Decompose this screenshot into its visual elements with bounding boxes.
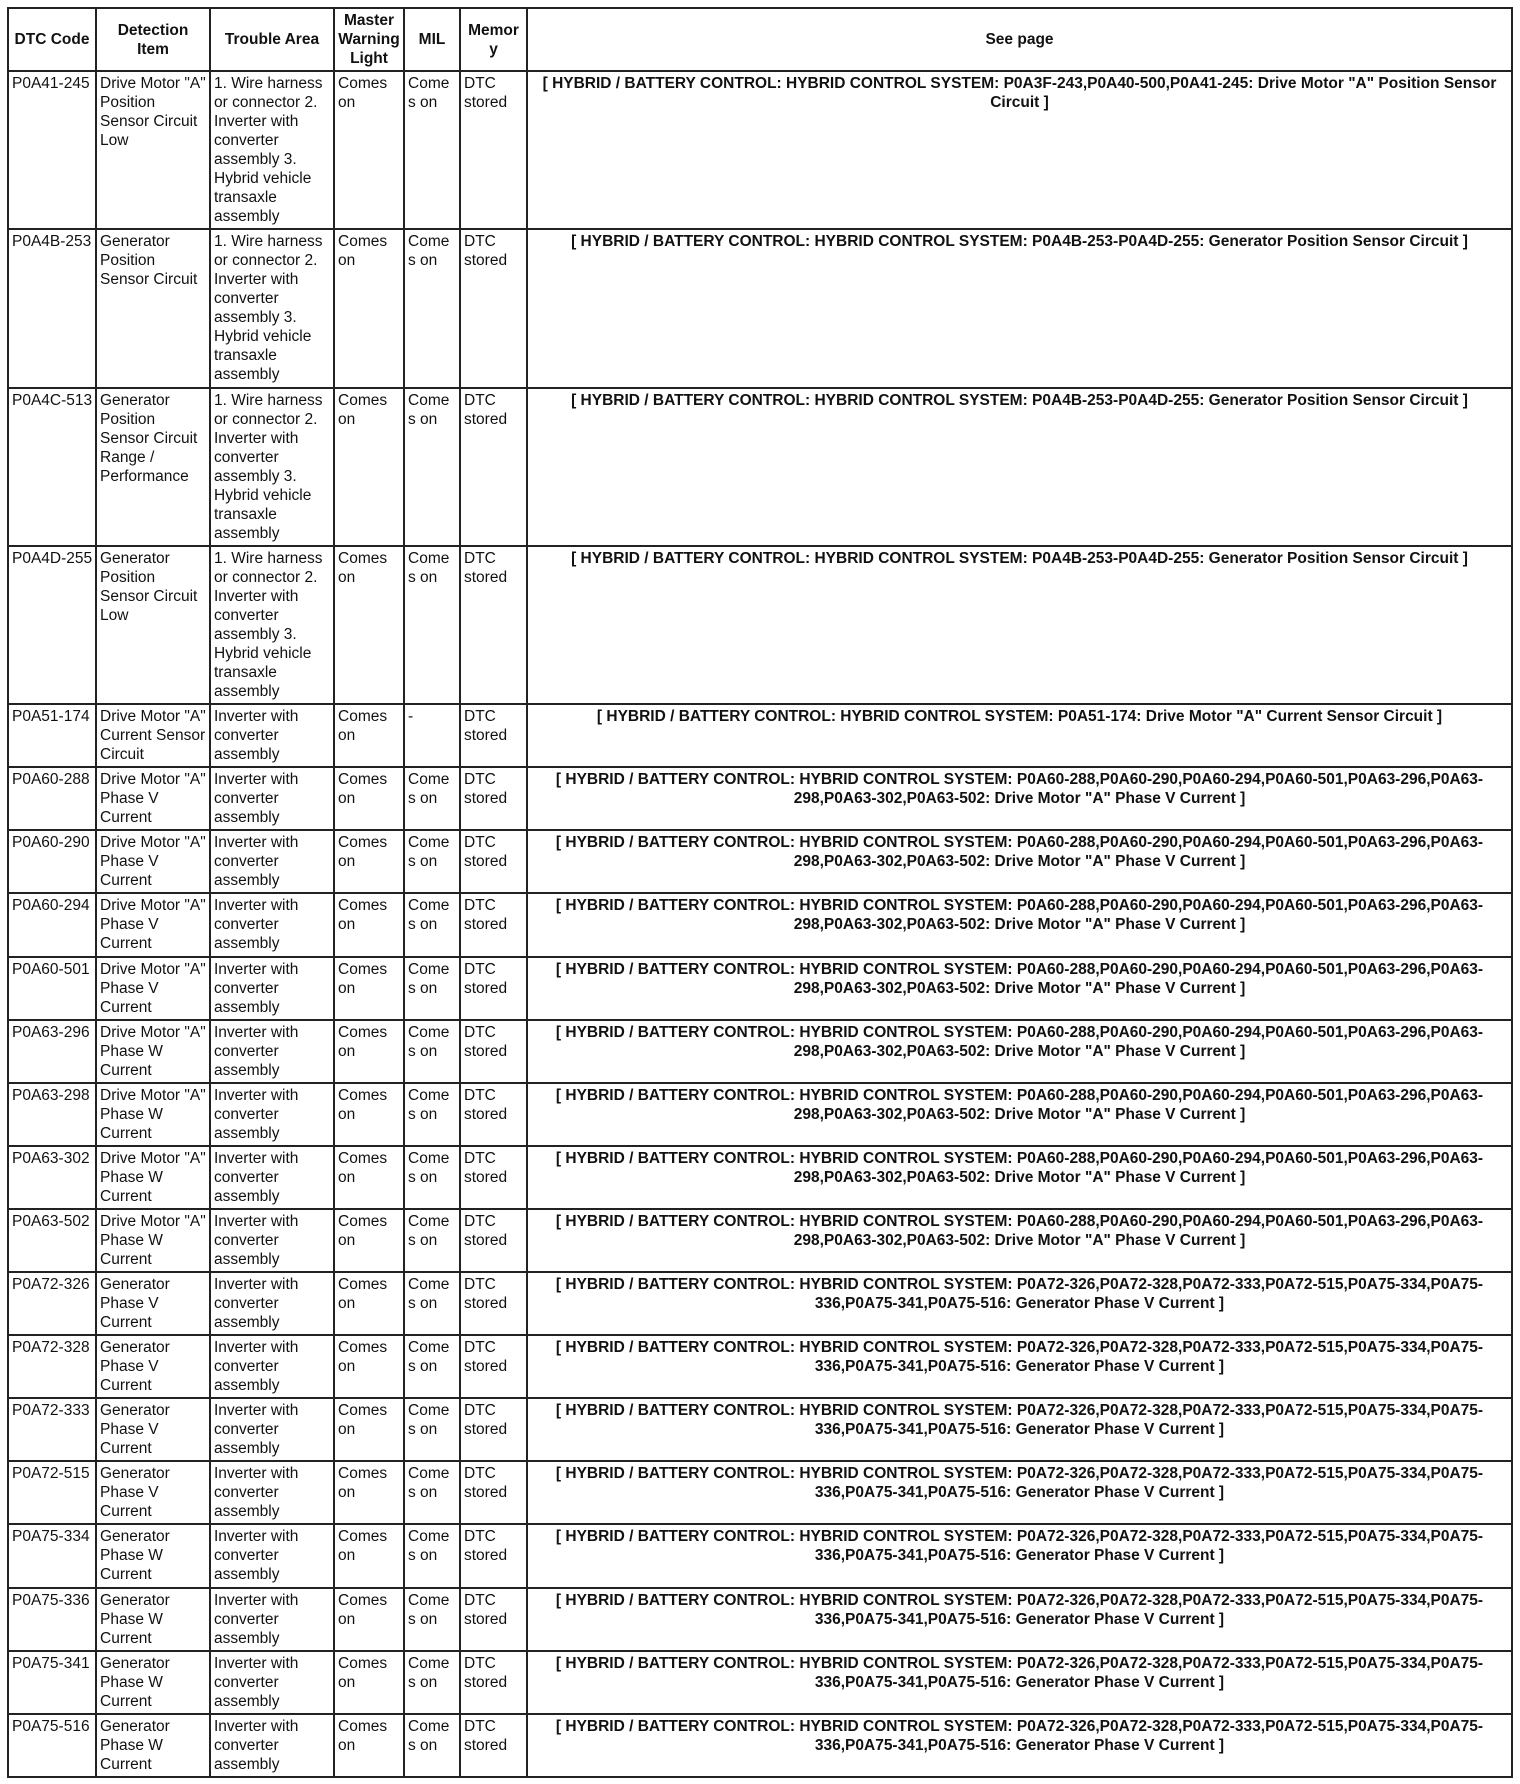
detection-item-cell: Drive Motor "A" Phase V Current [96,830,210,893]
trouble-area-cell: 1. Wire harness or connector 2. Inverter with converter assembly 3. Hybrid vehicle transaxle assembly [210,71,334,229]
trouble-area-cell: Inverter with converter assembly [210,1524,334,1587]
dtc-code-cell: P0A72-326 [8,1272,96,1335]
table-row [8,229,1512,387]
detection-item-cell: Generator Phase V Current [96,1272,210,1335]
memory-cell: DTC stored [460,767,527,830]
column-header-master-warning-light: Master Warning Light [334,8,404,71]
dtc-code-cell: P0A63-298 [8,1083,96,1146]
dtc-table [7,7,1513,1778]
dtc-code-cell: P0A60-294 [8,893,96,956]
dtc-code-cell: P0A72-328 [8,1335,96,1398]
table-row [8,546,1512,704]
mil-cell: Comes on [404,1398,460,1461]
detection-item-cell: Drive Motor "A" Phase W Current [96,1209,210,1272]
detection-item-cell: Drive Motor "A" Current Sensor Circuit [96,704,210,767]
trouble-area-cell: Inverter with converter assembly [210,830,334,893]
table-row [8,1209,1512,1272]
mil-cell: Comes on [404,893,460,956]
table-row [8,1714,1512,1777]
master-warning-cell: Comes on [334,1083,404,1146]
memory-cell: DTC stored [460,1335,527,1398]
detection-item-cell: Generator Position Sensor Circuit Low [96,546,210,704]
dtc-code-cell: P0A63-302 [8,1146,96,1209]
mil-cell: Comes on [404,767,460,830]
table-body [8,71,1512,1777]
see-page-link[interactable]: [ HYBRID / BATTERY CONTROL: HYBRID CONTROL SYSTEM: P0A72-326,P0A72-328,P0A72-333,P0A72-515,P0A75-334,P0A75-336,P0A75-341,P0A75-516: Generator Phase V Current ] [527,1461,1512,1524]
dtc-code-cell: P0A72-515 [8,1461,96,1524]
memory-cell: DTC stored [460,1083,527,1146]
dtc-code-cell: P0A72-333 [8,1398,96,1461]
dtc-code-cell: P0A60-501 [8,957,96,1020]
trouble-area-cell: Inverter with converter assembly [210,1335,334,1398]
master-warning-cell: Comes on [334,1651,404,1714]
memory-cell: DTC stored [460,893,527,956]
mil-cell: Comes on [404,229,460,387]
master-warning-cell: Comes on [334,704,404,767]
see-page-link[interactable]: [ HYBRID / BATTERY CONTROL: HYBRID CONTROL SYSTEM: P0A60-288,P0A60-290,P0A60-294,P0A60-501,P0A63-296,P0A63-298,P0A63-302,P0A63-502: Drive Motor "A" Phase V Current ] [527,893,1512,956]
memory-cell: DTC stored [460,1651,527,1714]
master-warning-cell: Comes on [334,1020,404,1083]
detection-item-cell: Generator Phase V Current [96,1461,210,1524]
table-row [8,1272,1512,1335]
memory-cell: DTC stored [460,1020,527,1083]
memory-cell: DTC stored [460,1461,527,1524]
dtc-code-cell: P0A4D-255 [8,546,96,704]
see-page-link[interactable]: [ HYBRID / BATTERY CONTROL: HYBRID CONTROL SYSTEM: P0A72-326,P0A72-328,P0A72-333,P0A72-515,P0A75-334,P0A75-336,P0A75-341,P0A75-516: Generator Phase V Current ] [527,1651,1512,1714]
mil-cell: - [404,704,460,767]
detection-item-cell: Generator Phase W Current [96,1714,210,1777]
detection-item-cell: Generator Position Sensor Circuit [96,229,210,387]
detection-item-cell: Generator Phase V Current [96,1335,210,1398]
table-row [8,1398,1512,1461]
see-page-link[interactable]: [ HYBRID / BATTERY CONTROL: HYBRID CONTROL SYSTEM: P0A60-288,P0A60-290,P0A60-294,P0A60-501,P0A63-296,P0A63-298,P0A63-302,P0A63-502: Drive Motor "A" Phase V Current ] [527,1020,1512,1083]
table-row [8,957,1512,1020]
trouble-area-cell: 1. Wire harness or connector 2. Inverter with converter assembly 3. Hybrid vehicle transaxle assembly [210,229,334,387]
dtc-code-cell: P0A75-334 [8,1524,96,1587]
column-header-see-page: See page [527,8,1512,71]
memory-cell: DTC stored [460,830,527,893]
master-warning-cell: Comes on [334,830,404,893]
table-row [8,388,1512,546]
trouble-area-cell: Inverter with converter assembly [210,1146,334,1209]
detection-item-cell: Drive Motor "A" Position Sensor Circuit Low [96,71,210,229]
dtc-code-cell: P0A63-296 [8,1020,96,1083]
detection-item-cell: Generator Phase V Current [96,1398,210,1461]
column-header-mil: MIL [404,8,460,71]
trouble-area-cell: Inverter with converter assembly [210,1272,334,1335]
memory-cell: DTC stored [460,1588,527,1651]
master-warning-cell: Comes on [334,1146,404,1209]
trouble-area-cell: Inverter with converter assembly [210,957,334,1020]
memory-cell: DTC stored [460,1272,527,1335]
trouble-area-cell: Inverter with converter assembly [210,704,334,767]
see-page-link[interactable]: [ HYBRID / BATTERY CONTROL: HYBRID CONTROL SYSTEM: P0A60-288,P0A60-290,P0A60-294,P0A60-501,P0A63-296,P0A63-298,P0A63-302,P0A63-502: Drive Motor "A" Phase V Current ] [527,957,1512,1020]
mil-cell: Comes on [404,1146,460,1209]
mil-cell: Comes on [404,1083,460,1146]
column-header-dtc-code: DTC Code [8,8,96,71]
column-header-detection-item: Detection Item [96,8,210,71]
memory-cell: DTC stored [460,388,527,546]
dtc-code-cell: P0A51-174 [8,704,96,767]
trouble-area-cell: Inverter with converter assembly [210,1083,334,1146]
detection-item-cell: Drive Motor "A" Phase V Current [96,957,210,1020]
detection-item-cell: Generator Phase W Current [96,1588,210,1651]
mil-cell: Comes on [404,1714,460,1777]
see-page-link[interactable]: [ HYBRID / BATTERY CONTROL: HYBRID CONTROL SYSTEM: P0A72-326,P0A72-328,P0A72-333,P0A72-515,P0A75-334,P0A75-336,P0A75-341,P0A75-516: Generator Phase V Current ] [527,1335,1512,1398]
detection-item-cell: Drive Motor "A" Phase V Current [96,893,210,956]
trouble-area-cell: Inverter with converter assembly [210,1651,334,1714]
master-warning-cell: Comes on [334,1588,404,1651]
table-row [8,1335,1512,1398]
dtc-code-cell: P0A75-516 [8,1714,96,1777]
dtc-code-cell: P0A4B-253 [8,229,96,387]
dtc-code-cell: P0A75-336 [8,1588,96,1651]
master-warning-cell: Comes on [334,1209,404,1272]
master-warning-cell: Comes on [334,893,404,956]
mil-cell: Comes on [404,546,460,704]
table-row [8,893,1512,956]
table-header-row [8,8,1512,71]
table-row [8,767,1512,830]
master-warning-cell: Comes on [334,1461,404,1524]
trouble-area-cell: Inverter with converter assembly [210,1588,334,1651]
trouble-area-cell: Inverter with converter assembly [210,1209,334,1272]
trouble-area-cell: Inverter with converter assembly [210,893,334,956]
see-page-link[interactable]: [ HYBRID / BATTERY CONTROL: HYBRID CONTROL SYSTEM: P0A51-174: Drive Motor "A" Current Sensor Circuit ] [527,704,1512,767]
table-row [8,830,1512,893]
trouble-area-cell: Inverter with converter assembly [210,1020,334,1083]
detection-item-cell: Drive Motor "A" Phase W Current [96,1146,210,1209]
dtc-code-cell: P0A75-341 [8,1651,96,1714]
mil-cell: Comes on [404,1588,460,1651]
see-page-link[interactable]: [ HYBRID / BATTERY CONTROL: HYBRID CONTROL SYSTEM: P0A72-326,P0A72-328,P0A72-333,P0A72-515,P0A75-334,P0A75-336,P0A75-341,P0A75-516: Generator Phase V Current ] [527,1272,1512,1335]
detection-item-cell: Generator Position Sensor Circuit Range / Performance [96,388,210,546]
table-row [8,1083,1512,1146]
memory-cell: DTC stored [460,704,527,767]
master-warning-cell: Comes on [334,546,404,704]
master-warning-cell: Comes on [334,767,404,830]
see-page-link[interactable]: [ HYBRID / BATTERY CONTROL: HYBRID CONTROL SYSTEM: P0A4B-253-P0A4D-255: Generator Position Sensor Circuit ] [527,229,1512,387]
see-page-link[interactable]: [ HYBRID / BATTERY CONTROL: HYBRID CONTROL SYSTEM: P0A72-326,P0A72-328,P0A72-333,P0A72-515,P0A75-334,P0A75-336,P0A75-341,P0A75-516: Generator Phase V Current ] [527,1588,1512,1651]
trouble-area-cell: 1. Wire harness or connector 2. Inverter with converter assembly 3. Hybrid vehicle transaxle assembly [210,388,334,546]
memory-cell: DTC stored [460,1714,527,1777]
table-row [8,1651,1512,1714]
table-row [8,1020,1512,1083]
see-page-link[interactable]: [ HYBRID / BATTERY CONTROL: HYBRID CONTROL SYSTEM: P0A60-288,P0A60-290,P0A60-294,P0A60-501,P0A63-296,P0A63-298,P0A63-302,P0A63-502: Drive Motor "A" Phase V Current ] [527,767,1512,830]
see-page-link[interactable]: [ HYBRID / BATTERY CONTROL: HYBRID CONTROL SYSTEM: P0A3F-243,P0A40-500,P0A41-245: Drive Motor "A" Position Sensor Circuit ] [527,71,1512,229]
master-warning-cell: Comes on [334,1398,404,1461]
mil-cell: Comes on [404,1461,460,1524]
master-warning-cell: Comes on [334,1272,404,1335]
detection-item-cell: Drive Motor "A" Phase V Current [96,767,210,830]
table-row [8,1146,1512,1209]
see-page-link[interactable]: [ HYBRID / BATTERY CONTROL: HYBRID CONTROL SYSTEM: P0A60-288,P0A60-290,P0A60-294,P0A60-501,P0A63-296,P0A63-298,P0A63-302,P0A63-502: Drive Motor "A" Phase V Current ] [527,1146,1512,1209]
master-warning-cell: Comes on [334,388,404,546]
trouble-area-cell: Inverter with converter assembly [210,767,334,830]
memory-cell: DTC stored [460,1209,527,1272]
mil-cell: Comes on [404,1020,460,1083]
mil-cell: Comes on [404,1335,460,1398]
memory-cell: DTC stored [460,957,527,1020]
table-row [8,1588,1512,1651]
column-header-memory: Memory [460,8,527,71]
mil-cell: Comes on [404,830,460,893]
dtc-code-cell: P0A4C-513 [8,388,96,546]
master-warning-cell: Comes on [334,1714,404,1777]
mil-cell: Comes on [404,1524,460,1587]
detection-item-cell: Generator Phase W Current [96,1524,210,1587]
memory-cell: DTC stored [460,1398,527,1461]
detection-item-cell: Drive Motor "A" Phase W Current [96,1083,210,1146]
mil-cell: Comes on [404,957,460,1020]
see-page-link[interactable]: [ HYBRID / BATTERY CONTROL: HYBRID CONTROL SYSTEM: P0A4B-253-P0A4D-255: Generator Position Sensor Circuit ] [527,388,1512,546]
memory-cell: DTC stored [460,546,527,704]
table-row [8,1461,1512,1524]
dtc-code-cell: P0A63-502 [8,1209,96,1272]
mil-cell: Comes on [404,1651,460,1714]
table-row [8,704,1512,767]
detection-item-cell: Generator Phase W Current [96,1651,210,1714]
column-header-trouble-area: Trouble Area [210,8,334,71]
master-warning-cell: Comes on [334,1524,404,1587]
detection-item-cell: Drive Motor "A" Phase W Current [96,1020,210,1083]
see-page-link[interactable]: [ HYBRID / BATTERY CONTROL: HYBRID CONTROL SYSTEM: P0A72-326,P0A72-328,P0A72-333,P0A72-515,P0A75-334,P0A75-336,P0A75-341,P0A75-516: Generator Phase V Current ] [527,1398,1512,1461]
mil-cell: Comes on [404,1272,460,1335]
see-page-link[interactable]: [ HYBRID / BATTERY CONTROL: HYBRID CONTROL SYSTEM: P0A72-326,P0A72-328,P0A72-333,P0A72-515,P0A75-334,P0A75-336,P0A75-341,P0A75-516: Generator Phase V Current ] [527,1714,1512,1777]
master-warning-cell: Comes on [334,71,404,229]
table-row [8,71,1512,229]
trouble-area-cell: Inverter with converter assembly [210,1714,334,1777]
trouble-area-cell: 1. Wire harness or connector 2. Inverter with converter assembly 3. Hybrid vehicle transaxle assembly [210,546,334,704]
table-row [8,1524,1512,1587]
mil-cell: Comes on [404,71,460,229]
master-warning-cell: Comes on [334,957,404,1020]
dtc-code-cell: P0A60-288 [8,767,96,830]
trouble-area-cell: Inverter with converter assembly [210,1461,334,1524]
see-page-link[interactable]: [ HYBRID / BATTERY CONTROL: HYBRID CONTROL SYSTEM: P0A4B-253-P0A4D-255: Generator Position Sensor Circuit ] [527,546,1512,704]
dtc-code-cell: P0A41-245 [8,71,96,229]
see-page-link[interactable]: [ HYBRID / BATTERY CONTROL: HYBRID CONTROL SYSTEM: P0A72-326,P0A72-328,P0A72-333,P0A72-515,P0A75-334,P0A75-336,P0A75-341,P0A75-516: Generator Phase V Current ] [527,1524,1512,1587]
memory-cell: DTC stored [460,1524,527,1587]
memory-cell: DTC stored [460,71,527,229]
see-page-link[interactable]: [ HYBRID / BATTERY CONTROL: HYBRID CONTROL SYSTEM: P0A60-288,P0A60-290,P0A60-294,P0A60-501,P0A63-296,P0A63-298,P0A63-302,P0A63-502: Drive Motor "A" Phase V Current ] [527,830,1512,893]
see-page-link[interactable]: [ HYBRID / BATTERY CONTROL: HYBRID CONTROL SYSTEM: P0A60-288,P0A60-290,P0A60-294,P0A60-501,P0A63-296,P0A63-298,P0A63-302,P0A63-502: Drive Motor "A" Phase V Current ] [527,1209,1512,1272]
memory-cell: DTC stored [460,229,527,387]
trouble-area-cell: Inverter with converter assembly [210,1398,334,1461]
see-page-link[interactable]: [ HYBRID / BATTERY CONTROL: HYBRID CONTROL SYSTEM: P0A60-288,P0A60-290,P0A60-294,P0A60-501,P0A63-296,P0A63-298,P0A63-302,P0A63-502: Drive Motor "A" Phase V Current ] [527,1083,1512,1146]
memory-cell: DTC stored [460,1146,527,1209]
master-warning-cell: Comes on [334,1335,404,1398]
master-warning-cell: Comes on [334,229,404,387]
mil-cell: Comes on [404,388,460,546]
dtc-code-cell: P0A60-290 [8,830,96,893]
mil-cell: Comes on [404,1209,460,1272]
